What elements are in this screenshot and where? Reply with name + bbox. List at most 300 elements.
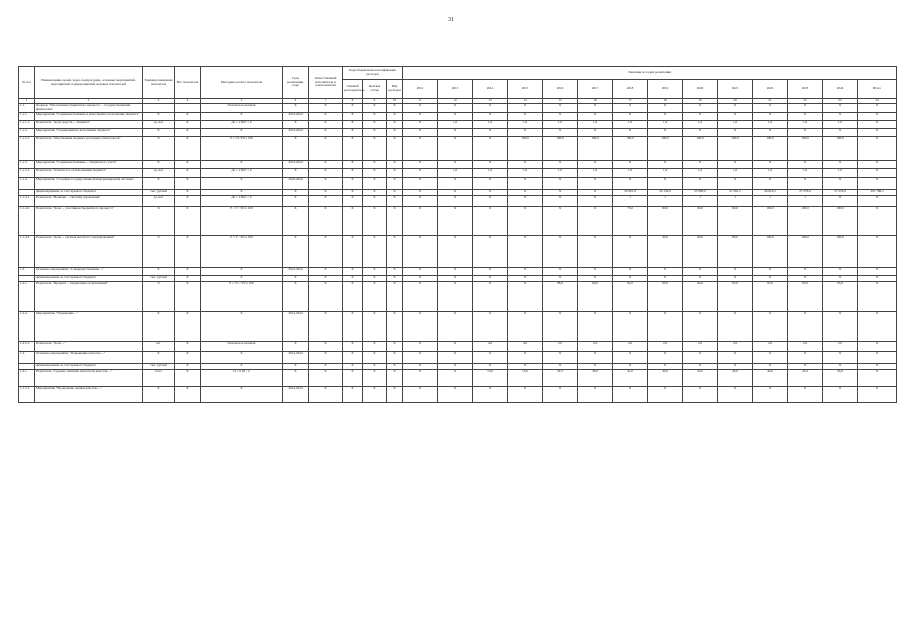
header-column-number: 12 xyxy=(438,99,473,104)
row-number: 1.1.3. xyxy=(19,161,35,169)
table-row xyxy=(19,370,897,387)
header-column-number: 24 xyxy=(858,99,897,104)
row-name: финансирование за счет краевого бюджета xyxy=(35,364,143,370)
header-weight: Вес показателя xyxy=(175,67,201,99)
row-year-value: X xyxy=(648,161,683,169)
row-name: Мероприятие "Совершенствование и качественное исполнение бюджета" xyxy=(35,113,143,121)
row-weight: X xyxy=(175,121,201,129)
program-table-sheet xyxy=(18,66,895,403)
row-year-value: X xyxy=(438,312,473,342)
row-year-value: 13,0 xyxy=(473,370,508,387)
row-year-value: X xyxy=(438,207,473,236)
row-budget-gr: X xyxy=(343,196,363,207)
row-method: X xyxy=(201,113,283,121)
header-column-number: 20 xyxy=(718,99,753,104)
row-year-value: X xyxy=(858,387,897,403)
row-year-value: 40,0 xyxy=(648,236,683,268)
row-year-value: X xyxy=(648,387,683,403)
row-year-value: 2,0 xyxy=(718,342,753,352)
row-budget-gr: X xyxy=(343,169,363,178)
row-year-value: 100,0 xyxy=(578,137,613,161)
row-year-value: 1,0 xyxy=(543,169,578,178)
row-year-value: 1,0 xyxy=(473,169,508,178)
row-budget-vr: X xyxy=(387,236,403,268)
row-name: Показатель "Отчетность об исполнении бюджета" xyxy=(35,169,143,178)
row-year-value: X xyxy=(473,178,508,190)
header-column-number: 15 xyxy=(543,99,578,104)
row-year-value: X xyxy=(508,364,543,370)
row-weight: X xyxy=(175,236,201,268)
row-year-value: X xyxy=(683,312,718,342)
row-executor: X xyxy=(309,113,343,121)
row-year-value: X xyxy=(753,129,788,137)
row-year-value: X xyxy=(788,129,823,137)
row-year-value: X xyxy=(858,370,897,387)
row-unit: % xyxy=(143,207,175,236)
row-method: Да = 1 Нет = 0 xyxy=(201,196,283,207)
row-budget-gr: X xyxy=(343,113,363,121)
row-year-value: X xyxy=(613,268,648,276)
header-years-group: Значения по годам реализации xyxy=(403,67,897,80)
row-unit: X xyxy=(143,129,175,137)
row-weight: X xyxy=(175,113,201,121)
row-year-value: 45 891,8 xyxy=(613,190,648,196)
row-year-value: X xyxy=(613,276,648,282)
row-number: 1.1.3.1. xyxy=(19,387,35,403)
row-number: 1.1.4.2. xyxy=(19,207,35,236)
header-column-number: 10 xyxy=(387,99,403,104)
row-number: 1.1. xyxy=(19,104,35,113)
row-year-value: 1,0 xyxy=(648,121,683,129)
row-year-value: X xyxy=(403,129,438,137)
header-year: 2013 xyxy=(438,80,473,99)
row-year-value: X xyxy=(648,364,683,370)
row-budget-vr: X xyxy=(387,207,403,236)
row-year-value: X xyxy=(438,190,473,196)
row-year-value: 94,0 xyxy=(683,282,718,312)
row-year-value: X xyxy=(403,387,438,403)
row-budget-cs: X xyxy=(363,352,387,364)
row-year-value: X xyxy=(683,364,718,370)
row-year-value: X xyxy=(508,178,543,190)
row-year-value: X xyxy=(578,178,613,190)
row-year-value: 2,0 xyxy=(683,342,718,352)
row-year-value: X xyxy=(823,161,858,169)
row-year-value: X xyxy=(858,169,897,178)
row-number: 1.1.4. xyxy=(19,178,35,190)
row-year-value: X xyxy=(858,113,897,121)
row-year-value: 42,0 xyxy=(648,370,683,387)
table-row xyxy=(19,282,897,312)
row-year-value: X xyxy=(823,129,858,137)
row-number: 1.1.1.1. xyxy=(19,121,35,129)
row-budget-vr: X xyxy=(387,104,403,113)
row-budget-vr: X xyxy=(387,178,403,190)
row-year-value: X xyxy=(438,178,473,190)
row-year-value: X xyxy=(613,113,648,121)
header-budget-sub: Вид расходов xyxy=(387,80,403,99)
row-method: X xyxy=(201,387,283,403)
row-weight: X xyxy=(175,190,201,196)
row-method: X xyxy=(201,352,283,364)
row-year-value: X xyxy=(403,268,438,276)
row-year-value: X xyxy=(718,312,753,342)
row-year-value: X xyxy=(543,352,578,364)
row-year-value: X xyxy=(648,113,683,121)
row-budget-cs: X xyxy=(363,276,387,282)
row-budget-cs: X xyxy=(363,370,387,387)
row-budget-gr: X xyxy=(343,137,363,161)
row-unit: X xyxy=(143,161,175,169)
row-year-value: X xyxy=(473,276,508,282)
row-year-value: X xyxy=(578,352,613,364)
header-year: 2023 xyxy=(788,80,823,99)
row-weight: X xyxy=(175,352,201,364)
row-year-value: 1,0 xyxy=(578,169,613,178)
row-number: 1.1.3.1. xyxy=(19,169,35,178)
row-year-value: 1,0 xyxy=(578,121,613,129)
row-year-value: X xyxy=(613,312,648,342)
row-executor: X xyxy=(309,121,343,129)
row-method: X xyxy=(201,268,283,276)
row-method: Показатель целевой xyxy=(201,104,283,113)
row-budget-cs: X xyxy=(363,178,387,190)
row-year-value: X xyxy=(578,190,613,196)
row-year-value: 1,0 xyxy=(543,121,578,129)
row-method: Р = Т / ТО x 100 xyxy=(201,236,283,268)
row-year-value: 100,0 xyxy=(613,137,648,161)
row-year-value: 39,0 xyxy=(578,370,613,387)
row-year-value: X xyxy=(788,178,823,190)
row-method: П = Σ Пi / n xyxy=(201,370,283,387)
row-executor: X xyxy=(309,196,343,207)
row-year-value: X xyxy=(543,190,578,196)
row-year-value: 100,0 xyxy=(788,236,823,268)
row-year-value: X xyxy=(543,161,578,169)
row-year-value: X xyxy=(823,268,858,276)
row-year-value: X xyxy=(683,352,718,364)
row-year-value: X xyxy=(508,104,543,113)
row-year-value: X xyxy=(543,129,578,137)
row-year-value: X xyxy=(858,268,897,276)
row-year-value: X xyxy=(683,178,718,190)
row-budget-cs: X xyxy=(363,190,387,196)
row-method: X xyxy=(201,161,283,169)
row-year-value: 100,0 xyxy=(718,137,753,161)
header-column-number: 23 xyxy=(823,99,858,104)
row-year-value: X xyxy=(438,236,473,268)
row-executor: X xyxy=(309,207,343,236)
row-year-value: 99,0 xyxy=(718,207,753,236)
row-year-value: X xyxy=(753,387,788,403)
row-year-value: X xyxy=(403,196,438,207)
row-year-value: X xyxy=(403,352,438,364)
row-year-value: X xyxy=(543,387,578,403)
row-budget-gr: X xyxy=(343,364,363,370)
row-executor: X xyxy=(309,312,343,342)
table-row xyxy=(19,387,897,403)
row-year-value: X xyxy=(858,196,897,207)
row-unit: да, нет xyxy=(143,196,175,207)
row-unit: тыс. рублей xyxy=(143,190,175,196)
row-year-value: 100,0 xyxy=(823,137,858,161)
row-budget-gr: X xyxy=(343,276,363,282)
row-method: X xyxy=(201,364,283,370)
row-year-value: X xyxy=(543,196,578,207)
row-term: 2014-2024 xyxy=(283,312,309,342)
row-number: 1.1.4.3. xyxy=(19,236,35,268)
row-year-value: X xyxy=(823,312,858,342)
row-year-value: X xyxy=(578,312,613,342)
row-year-value: X xyxy=(438,268,473,276)
row-executor: X xyxy=(309,129,343,137)
row-term: 2014-2024 xyxy=(283,268,309,276)
row-year-value: X xyxy=(858,104,897,113)
row-year-value: X xyxy=(648,276,683,282)
header-column-number: 2 xyxy=(35,99,143,104)
header-column-number: 17 xyxy=(613,99,648,104)
row-unit: X xyxy=(143,178,175,190)
row-year-value: X xyxy=(473,312,508,342)
row-year-value: X xyxy=(438,276,473,282)
row-year-value: X xyxy=(438,129,473,137)
row-year-value: X xyxy=(508,190,543,196)
row-year-value: X xyxy=(648,129,683,137)
row-year-value: 88,0 xyxy=(543,282,578,312)
row-year-value: X xyxy=(508,352,543,364)
row-year-value: X xyxy=(473,387,508,403)
row-year-value: X xyxy=(403,342,438,352)
row-year-value: X xyxy=(648,352,683,364)
row-year-value: 27 281,5 xyxy=(718,190,753,196)
row-budget-cs: X xyxy=(363,236,387,268)
row-year-value: 43,0 xyxy=(718,370,753,387)
row-year-value: X xyxy=(403,207,438,236)
header-no: № п/п xyxy=(19,67,35,99)
row-term: X xyxy=(283,236,309,268)
row-budget-vr: X xyxy=(387,196,403,207)
row-year-value: 100,0 xyxy=(823,236,858,268)
row-executor: X xyxy=(309,370,343,387)
row-budget-vr: X xyxy=(387,352,403,364)
row-year-value: X xyxy=(788,113,823,121)
table-row xyxy=(19,196,897,207)
row-year-value: X xyxy=(543,236,578,268)
header-column-number: 4 xyxy=(175,99,201,104)
row-year-value: X xyxy=(578,196,613,207)
row-year-value: X xyxy=(683,129,718,137)
row-year-value: X xyxy=(473,190,508,196)
row-unit: шт xyxy=(143,342,175,352)
row-name: Мероприятие "Создание государственной информационной системы" xyxy=(35,178,143,190)
row-method: X xyxy=(201,190,283,196)
row-year-value: X xyxy=(648,178,683,190)
row-budget-cs: X xyxy=(363,161,387,169)
row-name: Мероприятие "Совершенствование ... бюджетного учета" xyxy=(35,161,143,169)
header-unit: Единица измерения показателя xyxy=(143,67,175,99)
row-budget-gr: X xyxy=(343,268,363,276)
row-year-value: 2,0 xyxy=(613,342,648,352)
row-name: Показатель "Процент ... бюджетных ассигнований" xyxy=(35,282,143,312)
row-year-value: X xyxy=(823,104,858,113)
row-year-value: X xyxy=(403,161,438,169)
row-number: 1.1.1. xyxy=(19,113,35,121)
row-weight: X xyxy=(175,312,201,342)
row-year-value: X xyxy=(578,129,613,137)
row-year-value: X xyxy=(753,364,788,370)
row-year-value: X xyxy=(403,190,438,196)
header-year: 2021 xyxy=(718,80,753,99)
row-executor: X xyxy=(309,364,343,370)
row-year-value: 1,0 xyxy=(718,169,753,178)
row-year-value: 2,0 xyxy=(788,342,823,352)
header-year: 2017 xyxy=(578,80,613,99)
header-column-number: 13 xyxy=(473,99,508,104)
row-year-value: X xyxy=(613,387,648,403)
table-row xyxy=(19,352,897,364)
row-budget-gr: X xyxy=(343,190,363,196)
row-number: 1.1.2. xyxy=(19,129,35,137)
row-number: 1.2.2.1. xyxy=(19,342,35,352)
row-executor: X xyxy=(309,178,343,190)
row-year-value: X xyxy=(508,268,543,276)
row-budget-vr: X xyxy=(387,190,403,196)
row-year-value: X xyxy=(578,387,613,403)
row-budget-cs: X xyxy=(363,364,387,370)
row-name: Подцель "Обеспечение бюджетного процесса ... государственными финансами" xyxy=(35,104,143,113)
header-year: 2022 xyxy=(753,80,788,99)
row-year-value: 1,0 xyxy=(508,121,543,129)
row-year-value: 100,0 xyxy=(543,137,578,161)
row-year-value: 100,0 xyxy=(753,236,788,268)
row-year-value: X xyxy=(438,113,473,121)
row-year-value: 45,0 xyxy=(823,370,858,387)
row-unit: X xyxy=(143,387,175,403)
row-year-value: 1 xyxy=(613,196,648,207)
row-year-value: X xyxy=(753,268,788,276)
row-year-value: X xyxy=(718,387,753,403)
row-year-value: X xyxy=(543,113,578,121)
row-year-value: X xyxy=(858,236,897,268)
row-term: X xyxy=(283,121,309,129)
header-year: 2015 xyxy=(508,80,543,99)
row-weight: X xyxy=(175,178,201,190)
row-year-value: 291 786,2 xyxy=(858,190,897,196)
row-year-value: X xyxy=(473,207,508,236)
row-year-value: 95,0 xyxy=(823,282,858,312)
row-year-value: 1,0 xyxy=(718,121,753,129)
row-year-value: X xyxy=(788,352,823,364)
row-year-value: 1 xyxy=(718,196,753,207)
row-year-value: X xyxy=(438,364,473,370)
row-year-value: X xyxy=(718,104,753,113)
row-term: 2016-2024 xyxy=(283,178,309,190)
row-method: Р = V1 / V0 x 100 xyxy=(201,282,283,312)
header-column-number: 11 xyxy=(403,99,438,104)
row-term: X xyxy=(283,364,309,370)
row-year-value: 1 xyxy=(788,196,823,207)
row-budget-gr: X xyxy=(343,387,363,403)
row-year-value: X xyxy=(683,276,718,282)
row-year-value: 100,0 xyxy=(788,137,823,161)
row-year-value: X xyxy=(438,342,473,352)
row-unit: да, нет xyxy=(143,121,175,129)
header-column-number: 9 xyxy=(363,99,387,104)
row-unit: тыс. рублей xyxy=(143,276,175,282)
row-budget-gr: X xyxy=(343,178,363,190)
row-weight: X xyxy=(175,282,201,312)
row-year-value: X xyxy=(438,352,473,364)
row-year-value: X xyxy=(578,113,613,121)
row-name: Показатель "Доля средств ... бюджета" xyxy=(35,121,143,129)
row-term: 2014-2024 xyxy=(283,161,309,169)
row-year-value: X xyxy=(648,268,683,276)
row-year-value: X xyxy=(403,370,438,387)
row-year-value: X xyxy=(438,104,473,113)
header-executor: Ответственный исполнитель и соисполнители xyxy=(309,67,343,99)
row-budget-cs: X xyxy=(363,196,387,207)
row-year-value: X xyxy=(718,129,753,137)
row-year-value: X xyxy=(858,342,897,352)
row-budget-vr: X xyxy=(387,169,403,178)
row-budget-gr: X xyxy=(343,207,363,236)
row-method: Да = 1 Нет = 0 xyxy=(201,169,283,178)
row-year-value: X xyxy=(403,178,438,190)
row-year-value: 1,0 xyxy=(823,121,858,129)
row-year-value: 1,0 xyxy=(473,121,508,129)
row-year-value: 1,0 xyxy=(753,121,788,129)
row-year-value: 80,0 xyxy=(718,236,753,268)
row-weight: X xyxy=(175,137,201,161)
row-year-value: X xyxy=(403,364,438,370)
header-column-number: 21 xyxy=(753,99,788,104)
header-year: 2020 xyxy=(683,80,718,99)
row-term: X xyxy=(283,276,309,282)
row-year-value: 1,0 xyxy=(508,169,543,178)
row-year-value: X xyxy=(473,236,508,268)
row-executor: X xyxy=(309,282,343,312)
row-year-value: 90,0 xyxy=(578,282,613,312)
row-unit: да, нет xyxy=(143,169,175,178)
table-row xyxy=(19,178,897,190)
row-executor: X xyxy=(309,276,343,282)
row-unit: % xyxy=(143,137,175,161)
row-weight: X xyxy=(175,387,201,403)
row-year-value: X xyxy=(543,178,578,190)
row-year-value: X xyxy=(613,352,648,364)
header-year: 2019 xyxy=(648,80,683,99)
row-budget-cs: X xyxy=(363,282,387,312)
header-year: 2012 xyxy=(403,80,438,99)
table-row xyxy=(19,161,897,169)
row-year-value: 1,0 xyxy=(613,121,648,129)
row-name: Основное мероприятие "Повышение качества ..." xyxy=(35,352,143,364)
row-year-value: X xyxy=(508,387,543,403)
header-budget-group: Коды бюджетной классификации расходов xyxy=(343,67,403,80)
row-year-value: 93,0 xyxy=(648,282,683,312)
row-weight: X xyxy=(175,364,201,370)
row-year-value: X xyxy=(823,387,858,403)
row-year-value: 100,0 xyxy=(508,137,543,161)
row-unit: X xyxy=(143,268,175,276)
row-year-value: X xyxy=(823,364,858,370)
row-year-value: X xyxy=(823,196,858,207)
row-year-value: X xyxy=(473,137,508,161)
row-year-value: X xyxy=(858,161,897,169)
row-year-value: 1,0 xyxy=(648,169,683,178)
row-year-value: X xyxy=(718,352,753,364)
row-method: Показатель целевой xyxy=(201,342,283,352)
